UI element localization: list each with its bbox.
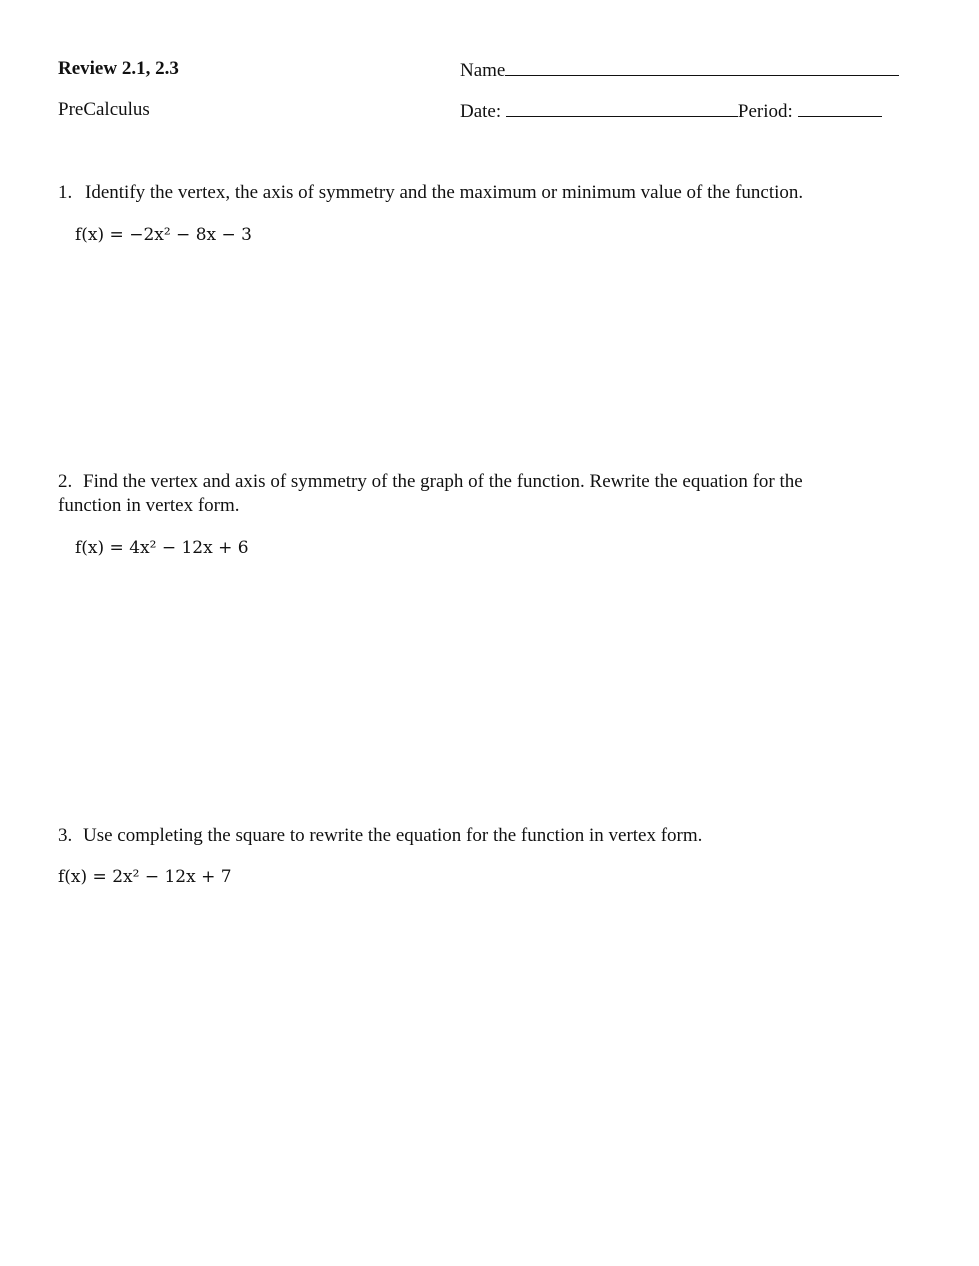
problem-1-equation: f(x) = −2x² − 8x − 3 — [75, 225, 252, 245]
problem-text: Use completing the square to rewrite the equation for the function in vertex form. — [83, 825, 703, 846]
problem-text: Identify the vertex, the axis of symmetry and the maximum or minimum value of the function. — [85, 182, 804, 203]
period-label: Period: — [737, 101, 793, 122]
name-label: Name — [460, 60, 506, 81]
name-field — [460, 57, 899, 83]
problem-text-line-2: function in vertex form. — [58, 495, 240, 516]
period-blank[interactable] — [798, 98, 882, 117]
course-name: PreCalculus — [58, 99, 150, 120]
worksheet-title: Review 2.1, 2.3 — [58, 58, 179, 79]
problem-2-equation: f(x) = 4x² − 12x + 6 — [75, 538, 249, 558]
date-period-field — [460, 98, 882, 124]
name-blank[interactable] — [505, 57, 899, 76]
problem-3-equation: f(x) = 2x² − 12x + 7 — [58, 867, 232, 887]
problem-number: 2. — [58, 471, 73, 492]
problem-number: 3. — [58, 825, 73, 846]
problem-text-line-1: Find the vertex and axis of symmetry of the graph of the function. Rewrite the equation for the — [83, 471, 803, 492]
problem-number: 1. — [58, 182, 73, 203]
date-blank[interactable] — [506, 98, 738, 117]
date-label: Date: — [460, 101, 502, 122]
